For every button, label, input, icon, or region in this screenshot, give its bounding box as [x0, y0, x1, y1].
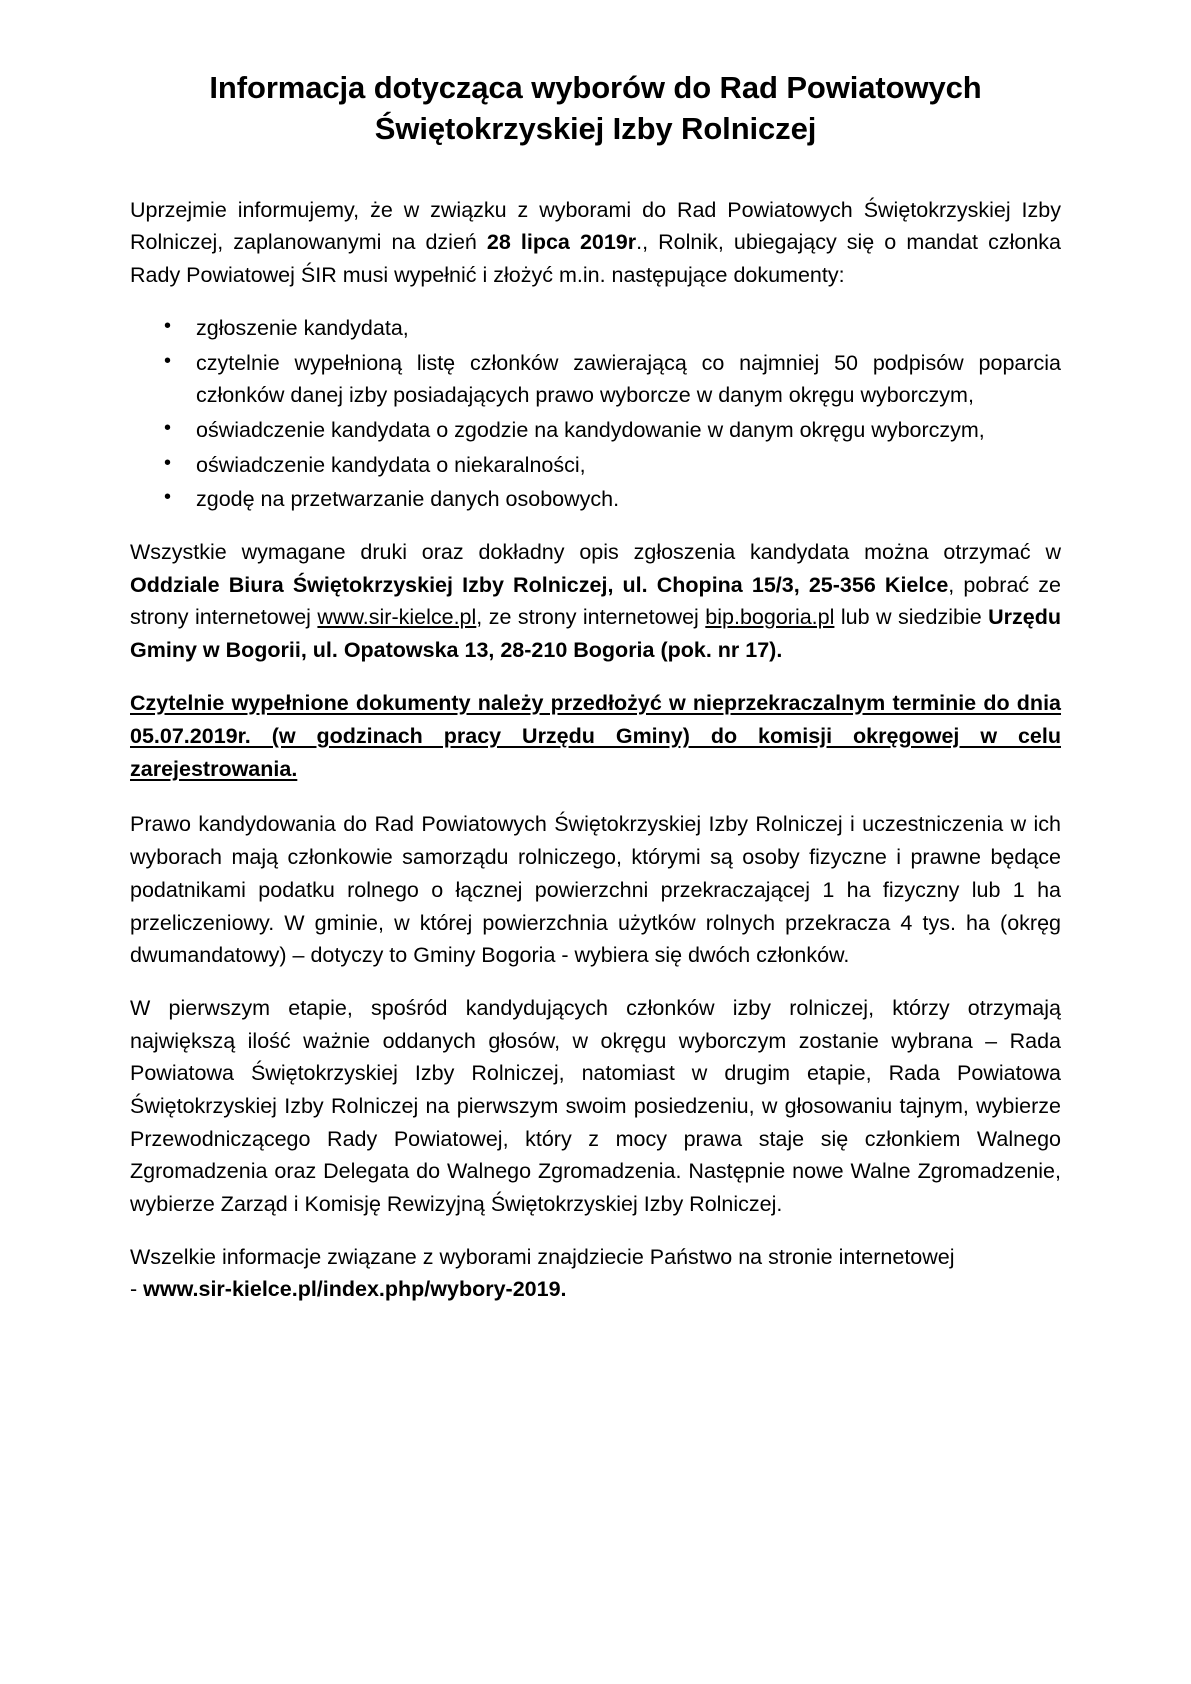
- bip-bogoria-link[interactable]: bip.bogoria.pl: [705, 605, 835, 630]
- forms-text-part-4: lub w siedzibie: [834, 605, 989, 630]
- final-information-paragraph: [130, 1241, 1061, 1306]
- bogoria-office-address: Urzędu Gminy w Bogorii, ul. Opatowska 13, 28-210 Bogoria (pok. nr 17).: [130, 605, 1061, 662]
- page-title-line-1: Informacja dotycząca wyborów do Rad Powiatowych: [209, 70, 982, 105]
- intro-text-part-2: ., Rolnik, ubiegający się o mandat członka Rady Powiatowej ŚIR musi wypełnić i złożyć m.in. następujące dokumenty:: [130, 230, 1061, 288]
- forms-text-part-1: Wszystkie wymagane druki oraz dokładny opis zgłoszenia kandydata można otrzymać w: [130, 539, 1061, 564]
- list-item: • zgłoszenie kandydata,: [130, 312, 1061, 345]
- election-stages-paragraph: W pierwszym etapie, spośród kandydujących członków izby rolniczej, którzy otrzymają największą ilość ważnie oddanych głosów, w okręgu wyborczym zostanie wybrana – Rada Powiatowa Świętokrzyskiej Izby Rolniczej, natomiast w drugim etapie, Rada Powiatowa Świętokrzyskiej Izby Rolniczej na pierwszym swoim posiedzeniu, w głosowaniu tajnym, wybierze Przewodniczącego Rady Powiatowej, który z mocy prawa staje się członkiem Walnego Zgromadzenia oraz Delegata do Walnego Zgromadzenia. Następnie nowe Walne Zgromadzenie, wybierze Zarząd i Komisję Rewizyjną Świętokrzyskiej Izby Rolniczej.: [130, 995, 1061, 1216]
- intro-paragraph: [130, 194, 1061, 292]
- list-item: • oświadczenie kandydata o niekaralności,: [130, 449, 1061, 482]
- list-item: • zgodę na przetwarzanie danych osobowych.: [130, 483, 1061, 516]
- deadline-notice: Czytelnie wypełnione dokumenty należy przedłożyć w nieprzekraczalnym terminie do dnia 05.07.2019r. (w godzinach pracy Urzędu Gminy) do komisji okręgowej w celu zarejestrowania.: [130, 690, 1061, 782]
- final-dash: -: [130, 1277, 144, 1302]
- forms-text-part-2: , pobrać ze strony internetowej: [130, 572, 1061, 630]
- list-item: • czytelnie wypełnioną listę członków zawierającą co najmniej 50 podpisów poparcia członków danej izby posiadających prawo wyborcze w danym okręgu wyborczym,: [130, 347, 1061, 412]
- intro-text-part-1: Uprzejmie informujemy, że w związku z wyborami do Rad Powiatowych Świętokrzyskiej Izby Rolniczej, zaplanowanymi na dzień: [130, 197, 1061, 255]
- forms-text-part-3: , ze strony internetowej: [476, 605, 706, 630]
- candidacy-rights-paragraph: Prawo kandydowania do Rad Powiatowych Świętokrzyskiej Izby Rolniczej i uczestniczenia w ich wyborach mają członkowie samorządu rolniczego, którymi są osoby fizyczne i prawne będące podatnikami podatku rolnego o łącznej powierzchni przekraczającej 1 ha fizyczny lub 1 ha przeliczeniowy. W gminie, w której powierzchnia użytków rolnych przekracza 4 tys. ha (okręg dwumandatowy) – dotyczy to Gminy Bogoria - wybiera się dwóch członków.: [130, 812, 1061, 968]
- final-text: Wszelkie informacje związane z wyborami znajdziecie Państwo na stronie internetowej: [130, 1244, 955, 1269]
- election-date: 28 lipca 2019r: [486, 230, 637, 255]
- page-title-line-2: Świętokrzyskiej Izby Rolniczej: [374, 110, 817, 146]
- wybory-2019-link[interactable]: www.sir-kielce.pl/index.php/wybory-2019.: [143, 1277, 567, 1302]
- page-bottom-whitespace: [130, 1326, 1061, 1684]
- forms-availability-paragraph: [130, 536, 1061, 667]
- kielce-office-address: Oddziale Biura Świętokrzyskiej Izby Rolniczej, ul. Chopina 15/3, 25-356 Kielce: [130, 572, 949, 597]
- sir-kielce-link[interactable]: www.sir-kielce.pl: [317, 605, 477, 630]
- page-title: [130, 60, 1061, 150]
- list-item: • oświadczenie kandydata o zgodzie na kandydowanie w danym okręgu wyborczym,: [130, 414, 1061, 447]
- required-documents-list: [130, 312, 1061, 516]
